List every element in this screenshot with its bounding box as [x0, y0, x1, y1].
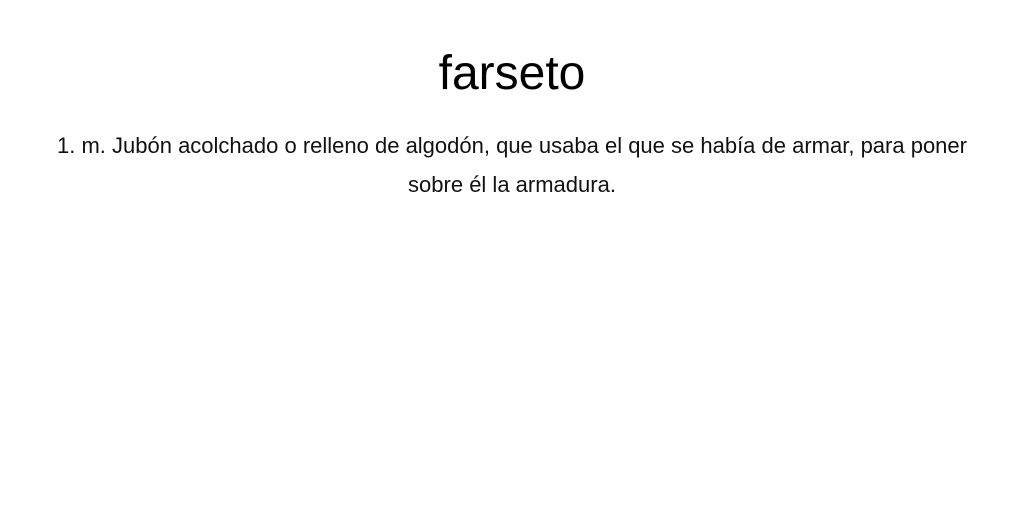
definition-text: 1. m. Jubón acolchado o relleno de algodón, que usaba el que se había de armar, para poner sobre él la armadura.	[57, 133, 967, 197]
headword-title: farseto	[438, 47, 586, 100]
